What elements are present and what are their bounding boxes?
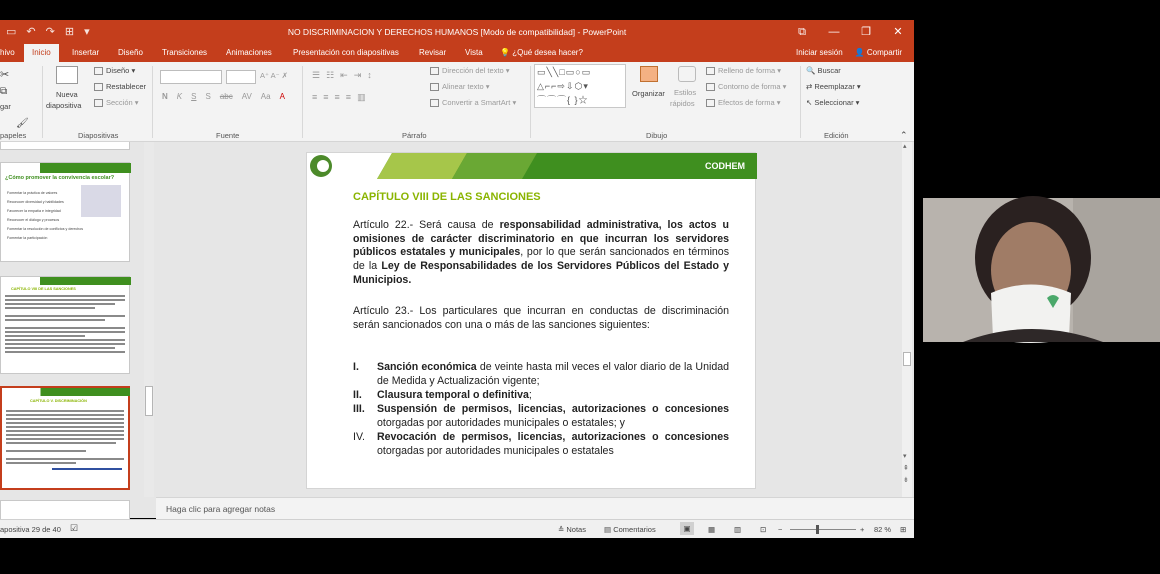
thumbnails-scroll-thumb[interactable] [145,386,153,416]
normal-view-icon[interactable]: ▣ [680,522,694,535]
align-text-button[interactable]: Alinear texto ▾ [430,82,490,91]
replace-label: Reemplazar [814,82,855,91]
effects-icon [706,99,715,107]
bold-icon[interactable]: N [162,92,168,101]
align-buttons [312,92,366,103]
italic-icon[interactable]: K [176,92,183,101]
article-23: Artículo 23.- Los particulares que incurran en conductas de discriminación serán sancionados con una o más de las sanciones siguientes: [353,305,729,331]
thumbnail-items [7,189,83,243]
reset-label: Restablecer [106,82,147,91]
shape-effects-button[interactable]: Efectos de forma ▾ [706,98,781,107]
item-rest: ; [528,389,532,401]
layout-label: Diseño [106,66,130,75]
slideshow-icon[interactable]: ⊡ [760,525,767,534]
thumbnail-title: CAPÍTULO V. DISCRIMINACIÓN [30,399,87,403]
thumbnail-slide-27[interactable] [0,162,130,262]
text-line [5,327,125,329]
ribbon-tabs [0,44,914,62]
person-icon: 👤 [854,48,865,57]
minimize-button[interactable]: — [828,26,840,38]
item-rest: otorgadas por autoridades municipales o estatales [377,444,614,457]
find-label: Buscar [817,66,841,75]
tell-me-label: ¿Qué desea hacer? [512,48,583,57]
thumbnail-item: Reconocer el diálogo y procesos [7,218,60,222]
shape-effects-label: Efectos de forma [718,98,775,107]
thumbnail-slide-29-selected[interactable] [0,386,130,490]
zoom-slider[interactable] [790,529,856,530]
shadow-icon[interactable]: S [205,92,211,101]
text-line [5,307,95,309]
group-drawing-label: Dibujo [646,131,668,140]
text-line [6,450,86,452]
item-text [377,403,729,430]
tab-home[interactable]: Inicio [24,44,59,62]
text-line [5,347,115,349]
text-line [5,351,125,353]
quick-styles-label[interactable]: Estilos [674,88,697,97]
replace-icon: ⇄ [806,82,813,91]
share-label: Compartir [866,48,902,57]
copy-icon[interactable]: ⧉ [0,86,8,97]
separator [800,66,801,138]
item-number: II. [353,389,362,401]
tab-review[interactable]: Revisar [419,48,447,57]
article-22-law: Ley de Responsabilidades de los Servidores Públicos del Estado y Municipios. [353,260,729,286]
slide-sorter-icon[interactable]: ▦ [708,525,716,534]
item-bold: Revocación de permisos, licencias, autorizaciones o concesiones [377,431,729,443]
font-size-box[interactable] [226,70,256,84]
lightbulb-icon: 💡 [500,48,510,57]
text-line [5,339,125,341]
thumbnail-slide-28[interactable] [0,276,130,374]
item-text [377,389,729,403]
text-line [6,462,76,464]
tab-file[interactable]: hivo [0,48,15,57]
search-icon: 🔍 [806,66,816,75]
thumbnail-photo [81,185,121,217]
tab-slideshow[interactable]: Presentación con diapositivas [293,48,399,57]
zoom-level[interactable]: 82 % [874,525,892,534]
shapes-gallery[interactable]: ▭╲╲□▭○▭ △⌐⌐⇨⇩⬡▾ ⌒⌒⌒{ }☆ [534,64,626,108]
article-22 [353,219,729,288]
item-bold: Suspensión de permisos, licencias, autorizaciones o concesiones [377,403,729,415]
separator [530,66,531,138]
section-icon [94,99,103,107]
scroll-down-icon[interactable]: ▾ [903,453,907,460]
font-color-icon[interactable]: A [279,92,285,101]
new-slide-icon[interactable] [56,66,78,84]
quick-styles-label-2[interactable]: rápidos [670,99,695,108]
item-bold: Sanción económica [377,361,477,373]
slide-scroll-thumb[interactable] [903,352,911,366]
layout-icon [94,67,103,75]
thumbnails-scrollbar[interactable] [144,142,154,497]
group-clipboard-label: papeles [0,131,27,140]
item-text [377,431,729,458]
signin-link[interactable]: Iniciar sesión [795,48,843,57]
zoom-slider-thumb[interactable] [816,525,819,534]
shape-outline-label: Contorno de forma [718,82,781,91]
webcam-video [923,198,1160,342]
tab-transitions[interactable]: Transiciones [162,48,208,57]
text-line [6,438,124,440]
item-number: III. [353,403,365,415]
arrange-label[interactable]: Organizar [632,89,665,98]
title-bar [0,20,914,44]
previous-slide-icon[interactable]: ⇞ [903,465,909,472]
text-line [6,422,124,424]
notes-pane[interactable] [156,497,914,519]
spellcheck-icon[interactable]: ☑ [70,523,79,533]
reading-view-icon[interactable]: ▥ [734,525,742,534]
align-text-icon [430,83,439,91]
thumbnail-title: CAPÍTULO VIII DE LAS SANCIONES [11,287,76,291]
window-title: NO DISCRIMINACION Y DERECHOS HUMANOS [Modo de compatibilidad] - PowerPoint [287,27,627,37]
align-text-label: Alinear texto [442,82,484,91]
shape-fill-button[interactable]: Relleno de forma ▾ [706,66,781,75]
list-buttons [312,70,372,81]
window-controls [786,20,914,44]
item-rest: otorgadas por autoridades municipales o estatales; y [377,416,625,429]
replace-button[interactable]: ⇄ Reemplazar ▾ [806,82,861,91]
group-slides-label: Diapositivas [78,131,119,140]
undo-icon[interactable]: ↶ [26,26,36,38]
text-line [5,295,125,297]
slide-scrollbar[interactable] [902,142,912,497]
text-line [6,434,124,436]
zoom-in-icon[interactable]: + [860,525,865,534]
paste-label[interactable]: gar [0,102,11,111]
collapse-ribbon-icon[interactable]: ⌃ [900,130,908,140]
separator [302,66,303,138]
item-rest: de veinte hasta mil veces el valor diario de la Unidad de Medida y Actualización vigente; [377,361,729,387]
text-line [6,442,116,444]
change-case-icon[interactable]: Aa [260,92,271,101]
slide-header-banner [307,153,757,179]
thumbnail-item: Favorecer la empatía e integridad [7,209,61,213]
tab-insert[interactable]: Insertar [72,48,100,57]
thumbnail-slide-30-partial[interactable] [0,500,130,520]
section-label: Sección [106,98,133,107]
comment-icon: ▤ [604,525,612,534]
reset-icon [94,83,103,91]
text-direction-icon [430,67,439,75]
tab-design[interactable]: Diseño [118,48,143,57]
text-line [5,343,125,345]
fit-to-window-icon[interactable]: ⊞ [900,525,907,534]
sanction-item-2 [353,389,729,403]
smartart-icon [430,99,439,107]
new-slide-label-2[interactable]: diapositiva [46,101,82,110]
item-number: IV. [353,431,365,443]
comments-toggle-label: Comentarios [613,525,656,534]
thumbnail-banner [2,388,130,396]
align-left-icon[interactable]: ≡ [312,92,318,102]
text-line [6,410,124,412]
new-slide-label[interactable]: Nueva [56,90,78,99]
zoom-out-icon[interactable]: − [778,525,783,534]
numbering-icon[interactable]: ☷ [326,70,335,80]
shape-fill-label: Relleno de forma [718,66,776,75]
article-22-text-2: , por lo que serán sancionados en términos de la [353,246,729,273]
share-button[interactable] [855,48,902,57]
format-painter-icon[interactable]: 🖌 [16,118,29,129]
thumbnail-item: Fomentar la práctica de valores [7,191,58,195]
font-grow-icons[interactable]: A⁺ A⁻ ✗ [260,71,288,80]
strikethrough-icon[interactable]: abc [219,92,233,101]
slide-counter: apositiva 29 de 40 [0,525,61,534]
smartart-label: Convertir a SmartArt [442,98,511,107]
thumbnail-item: Fomentar la resolución de conflictos y derechos [7,227,84,231]
notes-placeholder[interactable]: Haga clic para agregar notas [166,504,276,514]
thumbnail-banner [1,277,131,285]
reset-button[interactable] [94,82,146,91]
comments-toggle[interactable] [604,525,656,534]
thumbnail-title: ¿Cómo promover la convivencia escolar? [5,175,115,181]
item-number: I. [353,361,359,373]
find-button[interactable] [806,66,841,75]
text-line [5,335,85,337]
paint-bucket-icon [706,67,715,75]
font-format-row [162,92,285,101]
tab-animations[interactable]: Animaciones [226,48,272,57]
shape-outline-button[interactable]: Contorno de forma ▾ [706,82,786,91]
text-line [5,331,125,333]
layout-button[interactable]: Diseño ▾ [94,66,135,75]
cursor-icon: ↖ [806,98,813,107]
cut-icon[interactable]: ✂ [0,69,10,81]
align-right-icon[interactable]: ≡ [334,92,340,102]
customize-qat-icon[interactable]: ▾ [84,26,90,38]
ribbon [0,62,914,142]
redo-icon[interactable]: ↷ [45,26,55,38]
thumbnail-item: Fomentar la participación [7,236,48,240]
thumbnail-partial-top[interactable] [0,142,130,150]
notes-toggle-label: Notas [566,525,586,534]
font-name-box[interactable] [160,70,222,84]
text-line [5,315,125,317]
text-line [6,418,124,420]
thumbnail-banner [1,163,131,173]
group-font-label: Fuente [216,131,240,140]
pen-icon [706,83,715,91]
item-bold: Clausura temporal o definitiva [377,389,529,401]
next-slide-icon[interactable]: ⇟ [903,477,909,484]
text-line [5,303,115,305]
text-line [6,414,124,416]
sanction-item-4 [353,431,729,458]
decrease-indent-icon[interactable]: ⇤ [340,70,348,80]
chapter-title: CAPÍTULO VIII DE LAS SANCIONES [353,191,541,203]
scroll-up-icon[interactable]: ▴ [903,143,907,150]
increase-indent-icon[interactable]: ⇥ [353,70,362,80]
item-text [377,361,729,388]
text-direction-button[interactable]: Dirección del texto ▾ [430,66,510,75]
select-button[interactable]: ↖ Seleccionar ▾ [806,98,860,107]
close-button[interactable]: ✕ [893,26,903,38]
bullets-icon[interactable]: ☰ [312,70,321,80]
ribbon-display-options-icon[interactable]: ⧉ [798,26,806,38]
tab-view[interactable]: Vista [465,48,483,57]
text-line [52,468,122,470]
thumbnail-item: Reconocer diversidad y habilidades [7,200,64,204]
text-line [6,458,124,460]
quick-styles-icon[interactable] [678,66,696,82]
notes-icon: ≙ [558,525,565,534]
spacing-icon[interactable]: AV [241,92,252,101]
line-spacing-icon[interactable]: ↕ [367,70,372,80]
slide-thumbnails-pane [0,142,155,497]
sanction-item-1 [353,361,729,388]
text-line [6,430,124,432]
sanction-item-3 [353,403,729,430]
status-bar [0,519,914,538]
restore-button[interactable]: ❐ [861,26,871,38]
smartart-button[interactable]: Convertir a SmartArt ▾ [430,98,516,107]
underline-icon[interactable]: S [191,92,197,101]
account-area [796,48,902,57]
article-22-text: Artículo 22.- Será causa de [353,219,500,231]
group-paragraph-label: Párrafo [402,131,427,140]
arrange-icon[interactable] [640,66,658,82]
align-center-icon[interactable]: ≡ [323,92,329,102]
article-22-bold: responsabilidad administrativa, los actos u omisiones de carácter discriminatorio en que incurran los servidores públicos estatales y municipales [353,219,729,259]
tell-me-box[interactable] [500,48,583,57]
text-line [6,426,124,428]
text-line [5,319,105,321]
group-editing-label: Edición [824,131,849,140]
columns-icon[interactable]: ▥ [357,92,366,102]
separator [152,66,153,138]
save-icon[interactable]: ▭ [6,26,17,38]
slide-editing-area [156,142,902,497]
justify-icon[interactable]: ≡ [345,92,352,102]
separator [42,66,43,138]
slide-header-label: CODHEM [705,161,745,171]
section-button[interactable]: Sección ▾ [94,98,139,107]
powerpoint-window [0,20,914,534]
current-slide[interactable] [306,152,756,489]
notes-toggle[interactable] [558,525,586,534]
start-from-beginning-icon[interactable]: ⊞ [64,26,75,38]
text-direction-label: Dirección del texto [442,66,504,75]
text-line [5,299,125,301]
webcam-person-image [923,198,1160,342]
select-label: Seleccionar [814,98,854,107]
